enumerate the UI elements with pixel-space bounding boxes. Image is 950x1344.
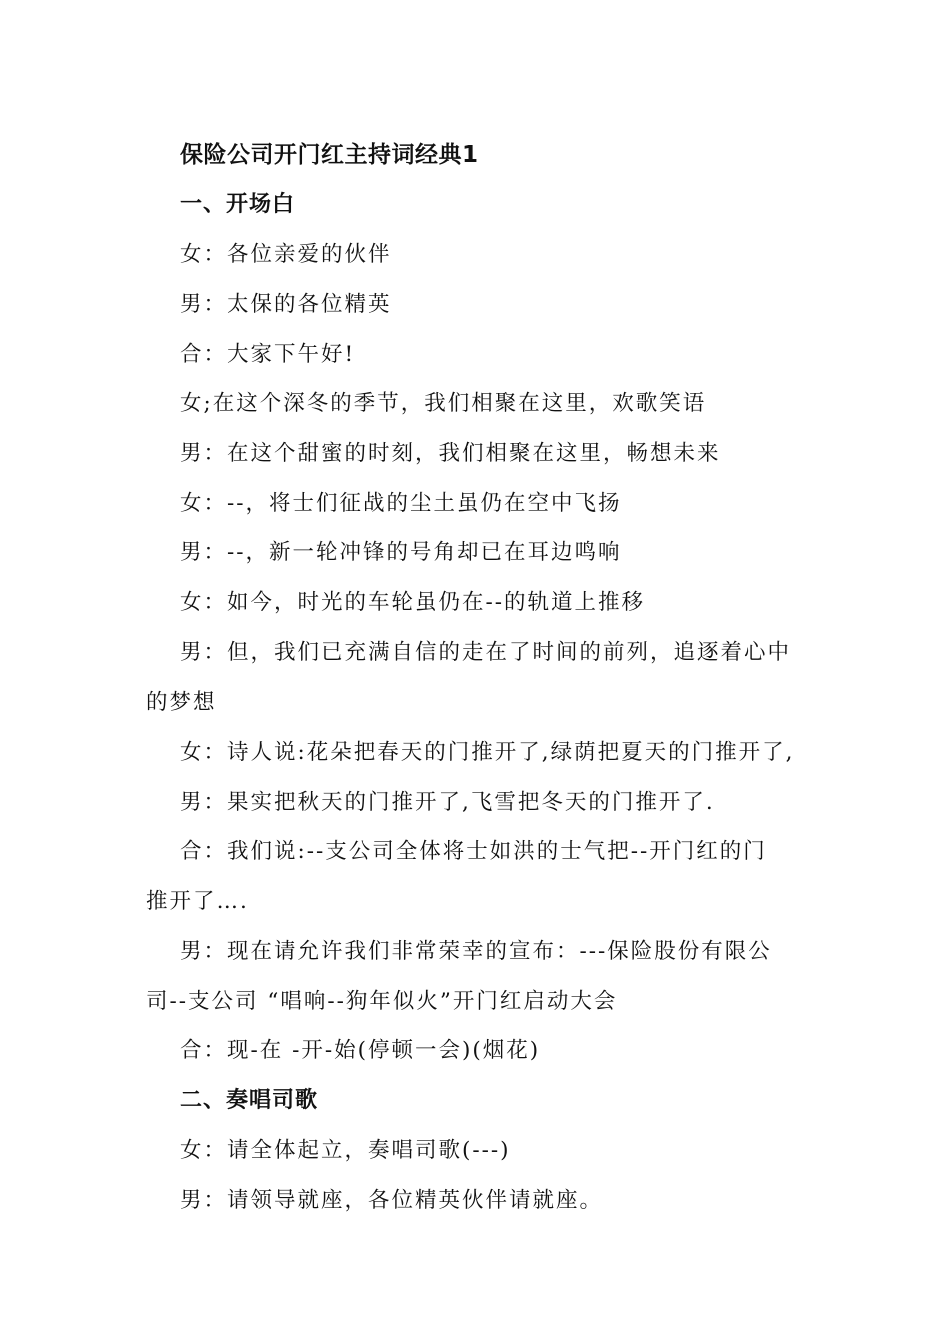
- script-line-continuation: 司--支公司 “唱响--狗年似火”开门红启动大会: [146, 989, 618, 1014]
- script-line-continuation: 的梦想: [146, 690, 217, 715]
- script-line-continuation: 推开了….: [146, 889, 249, 914]
- script-line: 女：如今，时光的车轮虽仍在--的轨道上推移: [180, 590, 646, 615]
- script-line: 男：太保的各位精英: [180, 292, 392, 317]
- script-line: 女：请全体起立，奏唱司歌(---): [180, 1138, 511, 1163]
- script-line: 女：--，将士们征战的尘土虽仍在空中飞扬: [180, 491, 622, 516]
- script-line: 男：请领导就座，各位精英伙伴请就座。: [180, 1188, 604, 1213]
- script-line: 合：现-在 -开-始(停顿一会)(烟花): [180, 1038, 541, 1063]
- script-line: 男：现在请允许我们非常荣幸的宣布：---保险股份有限公: [180, 939, 772, 964]
- section-heading-opening: 一、开场白: [180, 192, 296, 217]
- script-line: 合：我们说:--支公司全体将士如洪的士气把--开门红的门: [180, 839, 767, 864]
- script-line: 女：各位亲爱的伙伴: [180, 242, 392, 267]
- document-title: 保险公司开门红主持词经典1: [180, 142, 479, 168]
- script-line: 女;在这个深冬的季节，我们相聚在这里，欢歌笑语: [180, 391, 707, 416]
- script-line: 男：果实把秋天的门推开了,飞雪把冬天的门推开了.: [180, 790, 715, 815]
- script-line: 女：诗人说:花朵把春天的门推开了,绿荫把夏天的门推开了,: [180, 740, 795, 765]
- script-line: 合：大家下午好!: [180, 342, 356, 367]
- script-line: 男：在这个甜蜜的时刻，我们相聚在这里，畅想未来: [180, 441, 721, 466]
- script-line: 男：但，我们已充满自信的走在了时间的前列，追逐着心中: [180, 640, 792, 665]
- script-line: 男：--，新一轮冲锋的号角却已在耳边鸣响: [180, 540, 622, 565]
- section-heading-company-song: 二、奏唱司歌: [180, 1088, 319, 1113]
